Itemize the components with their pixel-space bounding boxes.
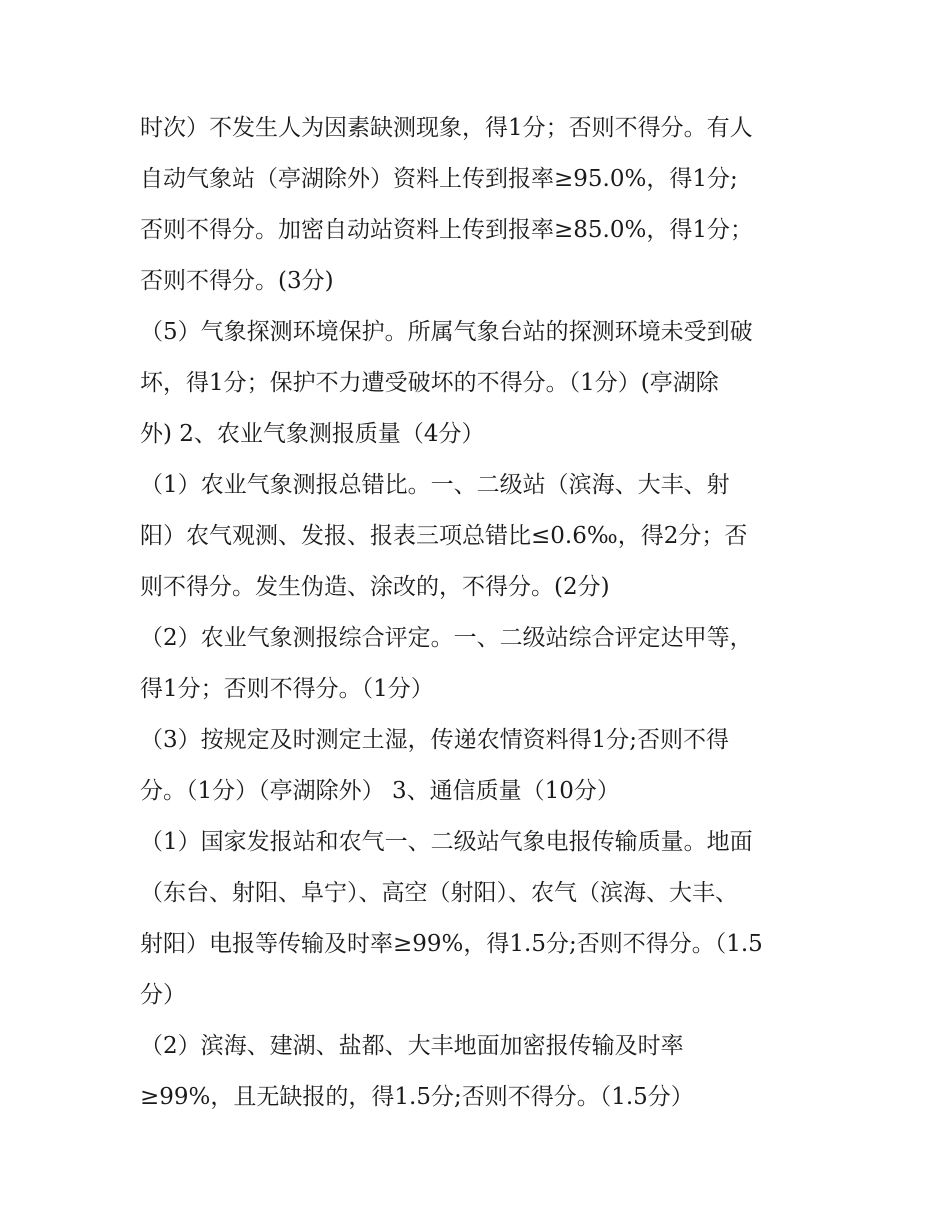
text-line: 射阳）电报等传输及时率≥99%，得1.5分;否则不得分。（1.5 <box>140 931 763 957</box>
text-line: 分。（1分）（亭湖除外） 3、通信质量（10分） <box>140 778 620 804</box>
text-line: 阳）农气观测、发报、报表三项总错比≤0.6‰，得2分；否 <box>140 523 748 549</box>
text-line: （东台、射阳、阜宁）、高空（射阳）、农气（滨海、大丰、 <box>140 880 738 906</box>
text-line: ≥99%，且无缺报的，得1.5分;否则不得分。（1.5分） <box>140 1084 694 1110</box>
text-line: （2）滨海、建湖、盐都、大丰地面加密报传输及时率 <box>140 1033 684 1059</box>
text-line: 自动气象站（亭湖除外）资料上传到报率≥95.0%，得1分; <box>140 166 738 192</box>
text-line: （1）农业气象测报总错比。一、二级站（滨海、大丰、射 <box>140 472 730 498</box>
document-body <box>140 103 820 1123</box>
text-line: （5）气象探测环境保护。所属气象台站的探测环境未受到破 <box>140 319 753 345</box>
text-line: （2）农业气象测报综合评定。一、二级站综合评定达甲等， <box>140 625 753 651</box>
text-line: 坏，得1分；保护不力遭受破坏的不得分。（1分）(亭湖除 <box>140 370 719 396</box>
text-line: 否则不得分。加密自动站资料上传到报率≥85.0%，得1分； <box>140 217 753 243</box>
text-line: 外) 2、农业气象测报质量（4分） <box>140 421 485 447</box>
text-line: 否则不得分。(3分) <box>140 268 334 294</box>
text-line: （1）国家发报站和农气一、二级站气象电报传输质量。地面 <box>140 829 753 855</box>
text-line: 分） <box>140 982 186 1008</box>
text-line: （3）按规定及时测定土湿，传递农情资料得1分;否则不得 <box>140 727 730 753</box>
text-line: 时次）不发生人为因素缺测现象，得1分；否则不得分。有人 <box>140 115 753 141</box>
text-line: 则不得分。发生伪造、涂改的，不得分。(2分) <box>140 574 610 600</box>
text-line: 得1分；否则不得分。（1分） <box>140 676 434 702</box>
